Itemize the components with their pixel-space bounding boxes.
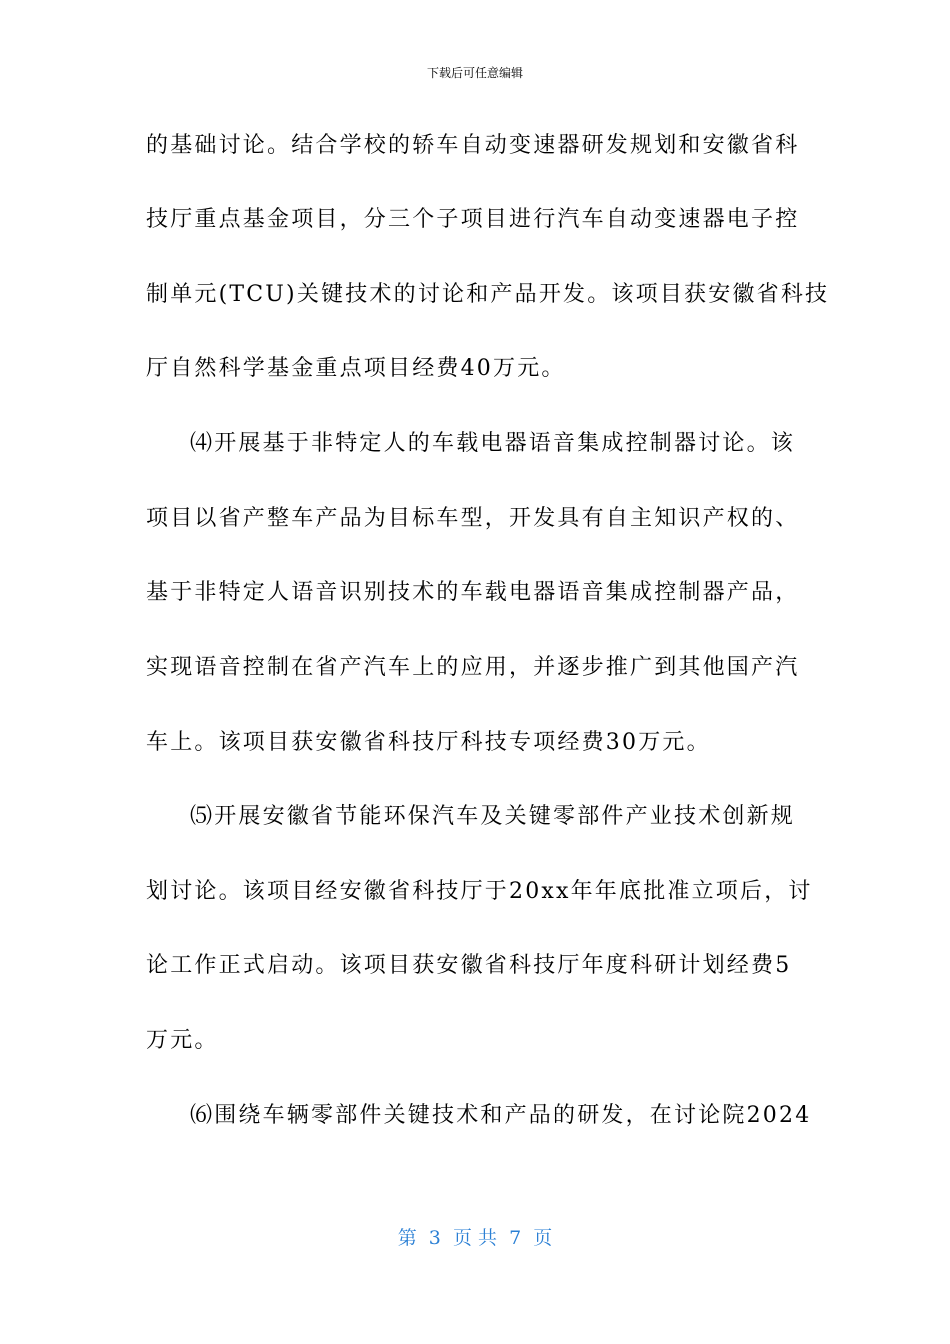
- paragraph-4-first-line: ⑷开展基于非特定人的车载电器语音集成控制器讨论。该: [190, 431, 796, 456]
- body-line: 车上。该项目获安徽省科技厅科技专项经费30万元。: [146, 730, 711, 755]
- body-line: 万元。: [146, 1028, 219, 1053]
- body-line: 划讨论。该项目经安徽省科技厅于20xx年年底批准立项后，讨: [146, 879, 813, 904]
- body-line: 项目以省产整车产品为目标车型，开发具有自主知识产权的、: [146, 506, 800, 531]
- body-line: 实现语音控制在省产汽车上的应用，并逐步推广到其他国产汽: [146, 655, 800, 680]
- body-line: 的基础讨论。结合学校的轿车自动变速器研发规划和安徽省科: [146, 133, 800, 158]
- page-header-note: 下载后可任意编辑: [426, 66, 523, 80]
- body-line: 技厅重点基金项目，分三个子项目进行汽车自动变速器电子控: [146, 207, 800, 232]
- page-number-footer: 第 3 页 共 7 页: [397, 1227, 553, 1249]
- paragraph-6-first-line: ⑹围绕车辆零部件关键技术和产品的研发，在讨论院2024: [190, 1103, 812, 1128]
- body-line: 制单元(TCU)关键技术的讨论和产品开发。该项目获安徽省科技: [146, 282, 830, 307]
- body-line: 基于非特定人语音识别技术的车载电器语音集成控制器产品，: [146, 580, 800, 605]
- paragraph-5-first-line: ⑸开展安徽省节能环保汽车及关键零部件产业技术创新规: [190, 804, 796, 829]
- body-line: 论工作正式启动。该项目获安徽省科技厅年度科研计划经费5: [146, 953, 792, 978]
- body-line: 厅自然科学基金重点项目经费40万元。: [146, 356, 566, 381]
